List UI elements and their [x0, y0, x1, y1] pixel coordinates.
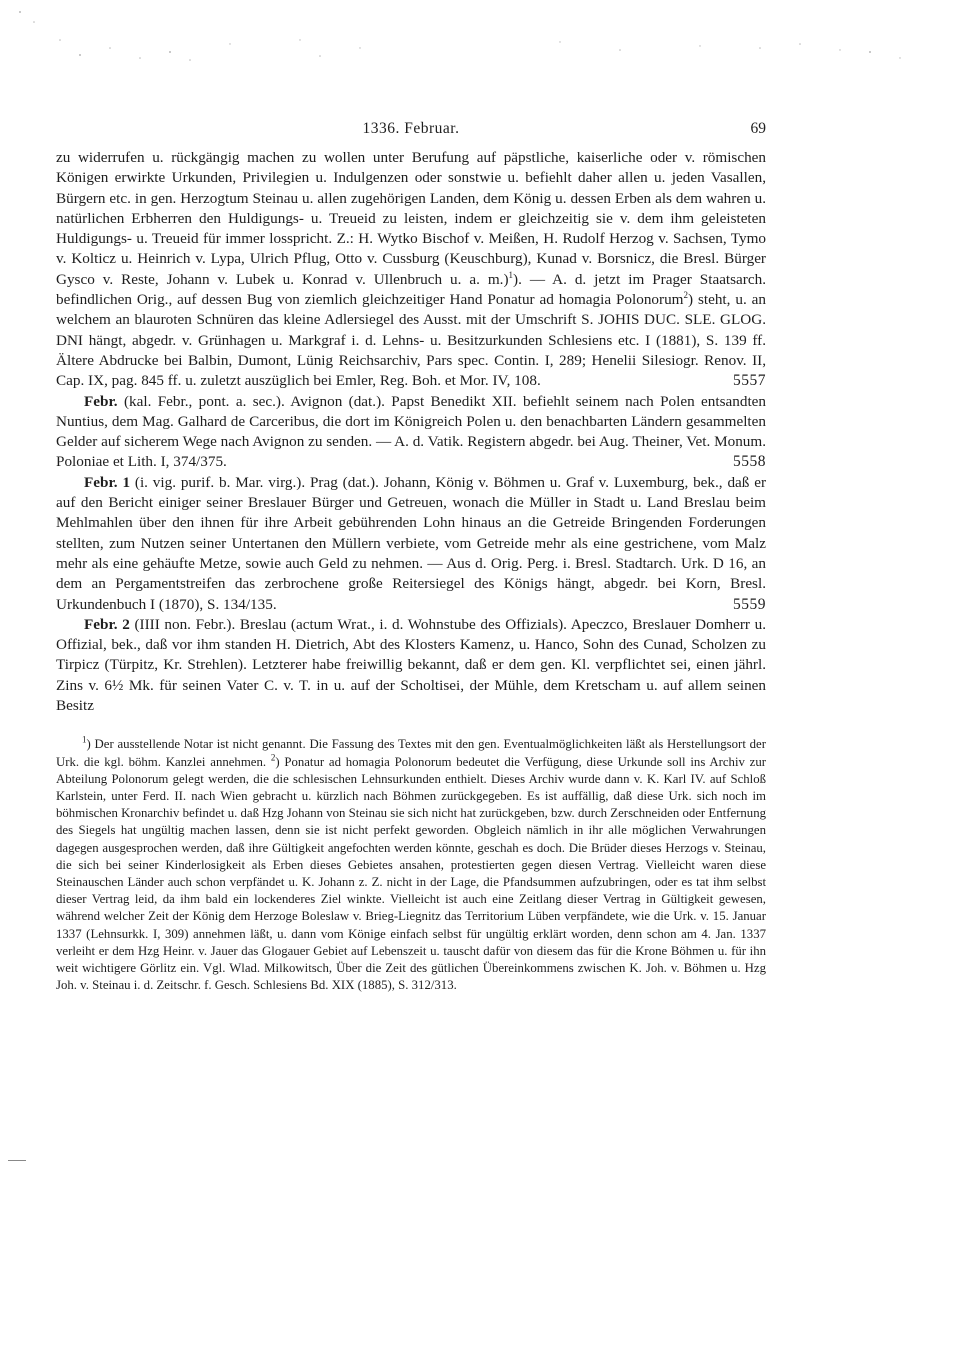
entry-text: (IIII non. Febr.). Breslau (actum Wrat., i. d. Wohnstube des Offizials). Apeczco, Breslauer Domherr u. Offizial, bek., daß vor ihm standen H. Dietrich, Abt des Klosters Kamenz, u. Hanco, Sohn des Cunad, Scholzen zu Tirpicz (Türpitz, Kr. Strehlen). Letzterer habe freiwillig bekannt, daß er dem gen. Kl. verpflichtet sei, einen jährl. Zins v. 6½ Mk. für seinen Vater C. v. T. in u. auf der Scholtisei, der Mühle, dem Kretscham u. auf allem seinen Besitz — [56, 615, 766, 715]
entry-text: (i. vig. purif. b. Mar. virg.). Prag (dat.). Johann, König v. Böhmen u. Graf v. Luxemburg, bek., daß er auf den Bericht einiger seiner Breslauer Bürger und Getreuen, wonach die Müller in Stadt u. Land Breslau beim Mehlmahlen über den ihnen für ihre Arbeit gebührenden Lohn hinaus an die Getreide Bringenden Forderungen stellten, zum Nutzen seiner Untertanen den Müllern verbiete, vom Getreide mehr als eine gestrichene, vom Malz mehr als eine gehäufte Metze, sowie auch Geld zu nehmen. — Aus d. Orig. Perg. i. Bresl. Stadtarch. Urk. D 16, an dem an Pergamentstreifen das zerbrochene große Reitersiegel des Königs hängt, abgedr. bei Korn, Bresl. Urkundenbuch I (1870), S. 134/135. — [56, 473, 766, 613]
main-text — [56, 148, 766, 716]
entry-text: (kal. Febr., pont. a. sec.). Avignon (dat.). Papst Benedikt XII. befiehlt seinem nach Polen entsandten Nuntius, dem Mag. Galhard de Carceribus, die dort im Königreich Polen u. den benachbarten Ländern gesammelten Gelder auf sicherem Wege nach Avignon zu senden. — A. d. Vatik. Registern abgedr. bei Aug. Theiner, Vet. Monum. Poloniae et Lith. I, 374/375. — [56, 392, 766, 471]
entry-number: 5559 — [733, 595, 766, 613]
footnotes — [56, 736, 766, 994]
scan-speckle — [0, 0, 960, 90]
entry-5558 — [56, 392, 766, 473]
entry-number: 5557 — [733, 372, 766, 390]
page-header — [56, 120, 766, 148]
document-page — [56, 120, 766, 994]
footnote: $^1$) Der ausstellende Notar ist nicht genannt. Die Fassung des Textes mit den gen. Eventualmöglichkeiten läßt als Herstellungsort der Urk. die kgl. böhm. Kanzlei annehmen. $^2$) Ponatur ad homagia Polonorum bedeutet die Verfügung, diese Urkunde soll ins Archiv zur Abteilung Polonorum gelegt werden, die die schlesischen Lehnsurkunden enthielt. Dieses Archiv wurde dann v. K. Karl IV. auf Schloß Karlstein, unter Ferd. II. nach Wien gebracht u. kürzlich nach Böhmen zurückgegeben. Es ist auffällig, daß diese Urk. sich noch im böhmischen Kronarchiv befindet u. daß Hzg Johann von Steinau sie sich nicht hat zurückgeben, bzw. durch Zerschneiden oder Entfernung des Siegels hat ungültig machen lassen, denn sie ist nicht perfekt geworden. Obgleich nämlich in ihr alle möglichen Verwahrungen dagegen ausgesprochen werden, daß ihre Gültigkeit angefochten werden könnte, geschah es doch. Die Brüder dieses Herzogs v. Steinau, die sich bei seiner Kinderlosigkeit als Erben dieses Gebietes ansahen, protestierten gegen diesen Vertrag. Vielleicht waren diese Steinauschen Länder auch schon verpfändet u. K. Johann z. Z. nicht in der Lage, die Pfandsummen aufzubringen, oder es tat ihm selbst dieser Vertrag leid, da ihm bald ein lockenderes Ziel winkte. Vielleicht ist auch eine Zeitlang dieser Vertrag in Gültigkeit gewesen, während welcher Zeit der König dem Herzoge Boleslaw v. Brieg-Liegnitz das Territorium Lüben verpfändete, wie die Urk. v. 15. Januar 1337 (Lehnsurkk. I, 309) annehmen läßt, u. dann vom Könige einfach selbst für ungültig erklärt worden, denn schon am 4. Jan. 1337 verleiht er dem Hzg Heinr. v. Jauer das Glogauer Gebiet auf Lebenszeit u. tauscht dafür von diesem das für die Krone Böhmen u. für ihn weit wichtigere Görlitz ein. Vgl. Wlad. Milkowitsch, Über die Zeit des gütlichen Übereinkommens zwischen K. Joh. v. Böhmen u. Hzg Joh. v. Steinau i. d. Zeitschr. f. Gesch. Schlesiens Bd. XIX (1885), S. 312/313. — [56, 735, 766, 993]
entry-date: Febr. 2 — [84, 615, 130, 633]
margin-mark — [8, 1160, 26, 1161]
page-number: 69 — [750, 120, 766, 137]
entry-date: Febr. 1 — [84, 473, 131, 491]
entry-5559 — [56, 473, 766, 615]
continuation-paragraph: zu widerrufen u. rückgängig machen zu wollen unter Berufung auf päpstliche, kaiserliche oder v. römischen Königen erwirkte Urkunden, Privilegien u. Indulgenzen oder sonstwie u. befiehlt daher allen u. jeden Vasallen, Bürgern etc. in gen. Herzogtum Steinau u. allen zugehörigen Landen, dem König u. dessen Erben als dem wahren u. natürlichen Erbherren den Huldigungs- u. Treueid zu leisten, indem er gleichzeitig sie v. dem ihm geleisteten Huldigungs- u. Treueid für immer losspricht. Z.: H. Wytko Bischof v. Meißen, H. Rudolf Herzog v. Sachsen, Tymo v. Kolticz u. Heinrich v. Lypa, Ulrich Pflug, Otto v. Cussburg (Keuschburg), Kunad v. Borsnicz, die Bresl. Bürger Gysco v. Reste, Johann v. Lubek u. Konrad v. Ullenbruch u. a. m.)$^1$). — A. d. jetzt im Prager Staatsarch. befindlichen Orig., auf dessen Bug von ziemlich gleichzeitiger Hand Ponatur ad homagia Polonorum$^2$) steht, u. an welchem an blauroten Schnüren das kleine Adlersiegel des Ausst. mit der Umschrift S. JOHIS DUC. SLE. GLOG. DNI hängt, abgedr. v. Grünhagen u. Markgraf i. d. Lehns- u. Besitzurkunden Schlesiens etc. I (1881), S. 139 ff. Ältere Abdrucke bei Balbin, Dumont, Lünig Reichsarchiv, Pars spec. Contin. I, 289; Henelii Silesiogr. Renov. II, Cap. IX, pag. 845 ff. u. zuletzt auszüglich bei Emler, Reg. Boh. et Mor. IV, 108. 5557 — [56, 148, 766, 392]
running-title: 1336. Februar. — [362, 120, 460, 137]
entry-5560 — [56, 615, 766, 716]
entry-date: Febr. — [84, 392, 118, 410]
entry-number: 5558 — [733, 453, 766, 471]
